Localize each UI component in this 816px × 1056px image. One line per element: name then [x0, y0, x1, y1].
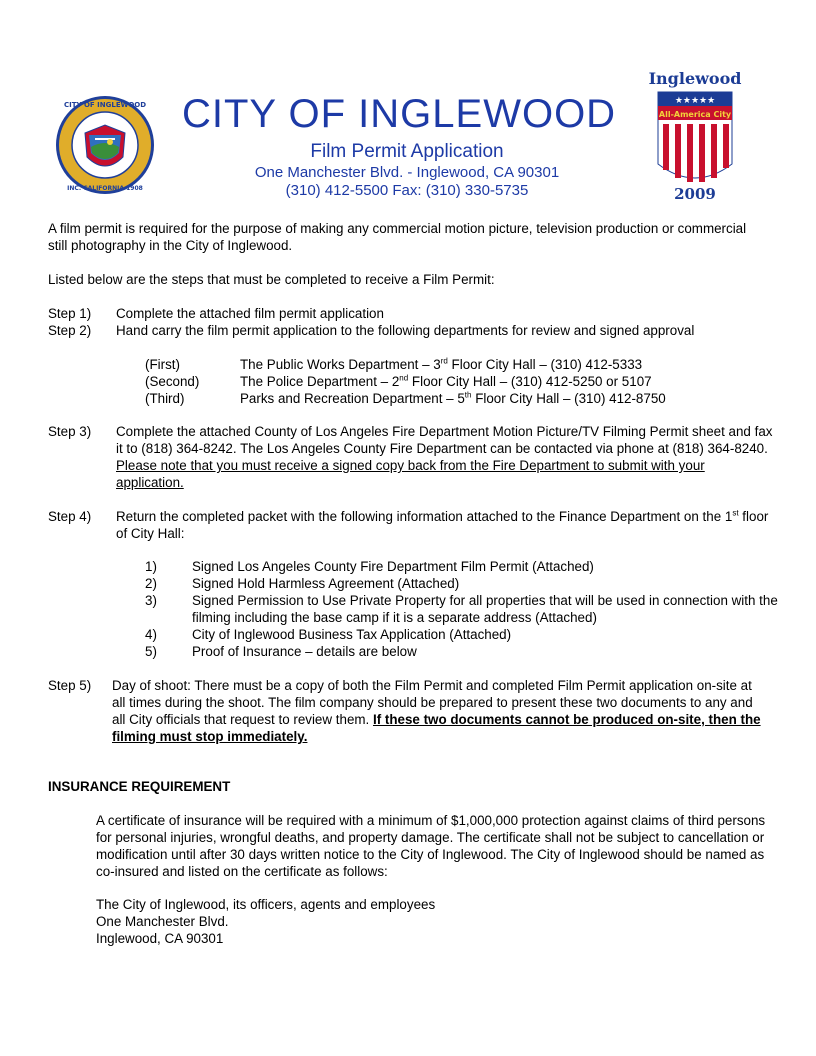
- item-text: Signed Hold Harmless Agreement (Attached): [192, 576, 460, 591]
- city-seal-logo: [55, 95, 155, 195]
- dept-order: (Second): [145, 374, 200, 389]
- insured-name: The City of Inglewood, its officers, agents and employees: [96, 897, 436, 912]
- step-2-text: Hand carry the film permit application to the following departments for review and signed approval: [116, 323, 695, 338]
- item-text: Signed Permission to Use Private Property for all properties that will be used in connection with the filming including the base camp if it is a separate address (Attached): [192, 593, 778, 625]
- dept-text: The Police Department – 2nd Floor City Hall – (310) 412-5250 or 5107: [240, 373, 652, 389]
- insured-city: Inglewood, CA 90301: [96, 931, 224, 946]
- seal-top-text: CITY OF INGLEWOOD: [63, 101, 147, 109]
- step-5-text: Day of shoot: There must be a copy of both the Film Permit and completed Film Permit application on-site at all times during the shoot. The film company should be prepared to present these two documents to any and all City officials that request to review them. If these two documents cannot be produced on-site, then the filming must stop immediately.: [112, 678, 761, 744]
- step-1-text: Complete the attached film permit application: [116, 306, 384, 321]
- page-title: CITY OF INGLEWOOD: [182, 92, 617, 136]
- insured-street: One Manchester Blvd.: [96, 914, 229, 929]
- steps-intro: Listed below are the steps that must be completed to receive a Film Permit:: [48, 272, 495, 287]
- step-1-label: Step 1): [48, 306, 92, 321]
- item-number: 5): [145, 644, 157, 659]
- svg-text:★★★★★: ★★★★★: [674, 96, 716, 106]
- item-number: 1): [145, 559, 157, 574]
- step-3-label: Step 3): [48, 424, 92, 439]
- step-3-text: Complete the attached County of Los Angeles Fire Department Motion Picture/TV Filming Permit sheet and fax it to (818) 364-8242. The Los Angeles County Fire Department can be contacted via phone at (818) 364-8240. Please note that you must receive a signed copy back from the Fire Department to submit with your application.: [116, 424, 773, 490]
- step-4-text: Return the completed packet with the following information attached to the Finance Department on the 1st floor of City Hall:: [116, 508, 769, 541]
- dept-order: (Third): [145, 391, 185, 406]
- dept-text: The Public Works Department – 3rd Floor City Hall – (310) 412-5333: [240, 356, 643, 372]
- step-4-label: Step 4): [48, 509, 92, 524]
- award-city-text: Inglewood: [648, 69, 742, 88]
- step-2-label: Step 2): [48, 323, 92, 338]
- item-number: 3): [145, 593, 157, 608]
- insurance-heading: INSURANCE REQUIREMENT: [48, 779, 231, 794]
- item-text: Proof of Insurance – details are below: [192, 644, 417, 659]
- city-phone-fax: (310) 412-5500 Fax: (310) 330-5735: [285, 182, 529, 199]
- item-text: Signed Los Angeles County Fire Department Film Permit (Attached): [192, 559, 594, 574]
- all-america-city-logo: [648, 64, 742, 204]
- city-address: One Manchester Blvd. - Inglewood, CA 90301: [254, 164, 560, 181]
- item-text: City of Inglewood Business Tax Application (Attached): [192, 627, 512, 642]
- item-number: 2): [145, 576, 157, 591]
- step-3-note: Please note that you must receive a signed copy back from the Fire Department to submit with your application.: [116, 458, 705, 490]
- award-name-text: All-America City: [658, 110, 732, 119]
- insurance-body: A certificate of insurance will be required with a minimum of $1,000,000 protection against claims of third persons for personal injuries, wrongful deaths, and property damage. The certificate shall not be subject to cancellation or modification until after 30 days written notice to the City of Inglewood. The City of Inglewood should be named as co-insured and listed on the certificate as follows:: [96, 813, 766, 879]
- document-subtitle: Film Permit Application: [310, 141, 504, 162]
- seal-bottom-text: INC. CALIFORNIA 1908: [67, 185, 143, 192]
- item-number: 4): [145, 627, 157, 642]
- dept-order: (First): [145, 357, 180, 372]
- award-year-text: 2009: [674, 185, 716, 203]
- intro-paragraph: A film permit is required for the purpose of making any commercial motion picture, television production or commercial still photography in the City of Inglewood.: [48, 221, 747, 253]
- dept-text: Parks and Recreation Department – 5th Floor City Hall – (310) 412-8750: [240, 390, 666, 406]
- step-5-label: Step 5): [48, 678, 92, 693]
- step-5-warning: If these two documents cannot be produced on-site, then the filming must stop immediately.: [112, 712, 761, 744]
